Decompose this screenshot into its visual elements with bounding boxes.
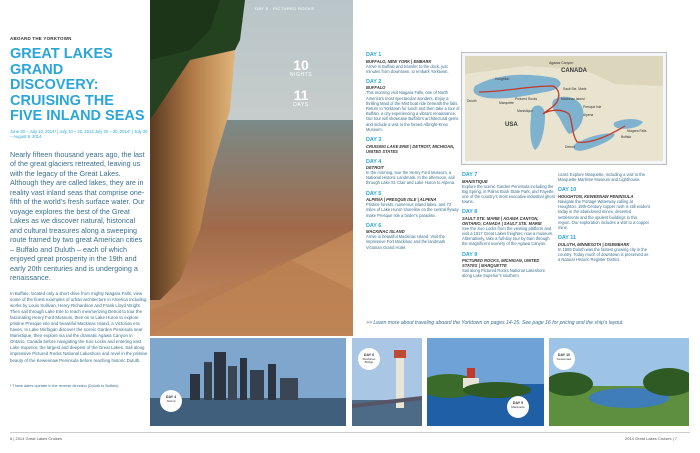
great-lakes-map [465, 56, 663, 161]
hero-caption: DAY 8 · PICTURED ROCKS [255, 6, 315, 11]
photo-badge [507, 396, 529, 418]
photo-place: Keweenaw [556, 356, 572, 361]
day-description: This morning visit Niagara Falls, one of North America’s most spectacular wonders. Enjoy a thrilling Maid of the Mist boat ride beneath the falls. Return to Yorktown for lunch and then take a tour of Buffalo, a city experiencing a vibrant renaissance. Our tour will showcase Buffalo’s architectural gems and include a visit to the famed Albright-Knox Museum. [366, 90, 460, 132]
photo-keweenaw [549, 338, 689, 426]
day-place: BUFFALO, NEW YORK | EMBARK [366, 58, 432, 64]
map-label-city: Niagara Falls [627, 129, 647, 133]
photo-badge [358, 348, 380, 370]
intro-paragraph: Nearly fifteen thousand years ago, the last of the great glaciers retreated, leaving us with the legacy of the Great Lakes. Although they are called lakes, they are in reality vast inland seas that comprise one-fifth of the world’s fresh surface water. Our voyage explores the best of the Great Lakes as we discover natural, historical and cultural treasures along a sweeping route framed by two great American cities – Buffalo and Duluth – each of which enjoyed great prosperity in the 19th and early 20th centuries and is undergoing a renaissance. [10, 149, 145, 282]
day-label: DAY 5 [366, 190, 382, 197]
photo-day: DAY 4 [165, 395, 177, 399]
nights-stat [281, 58, 321, 78]
map-label-city: Mackinac Island [561, 97, 585, 101]
day-description: In 1869 Duluth was the fastest growing city in the country. Today much of downtown is preserved as a Natural Historic Register District. [558, 246, 649, 263]
photo-place: Marquette [511, 404, 525, 409]
day-place: DETROIT [366, 165, 384, 171]
day-place: CRUISING LAKE ERIE | DETROIT, MICHIGAN, UNITED STATES [366, 143, 455, 154]
day-entry [366, 223, 461, 250]
day-place: DULUTH, MINNESOTA | DISEMBARK [558, 241, 630, 247]
map-label-agawa: Agawa Canyon [549, 61, 574, 65]
map-label-city: Houghton [495, 77, 510, 81]
day-description: Pristine forests, numerous inland lakes, and 72 miles of Lake Huron shoreline on the central flyway make Presque Isle a birder’s paradise. [366, 202, 459, 218]
photo-marquette [427, 338, 544, 426]
hero-photo [150, 0, 353, 336]
days-number: 11 [293, 87, 309, 103]
day-label: DAY 3 [366, 137, 382, 144]
day-entry [366, 137, 461, 154]
day-place: PICTURED ROCKS, MICHIGAN, UNITED STATES | MARQUETTE [462, 258, 540, 269]
day-label: DAY 2 [366, 78, 382, 85]
departure-dates: June 30 – July 10, 2014* | July 10 – 20, 2014 July 20 – 30, 2014* | July 30 – August 9, 2014 [10, 128, 148, 139]
day-entry [366, 52, 461, 74]
day-place: MACKINAC ISLAND [366, 229, 405, 235]
photo-day: DAY 9 [512, 401, 524, 405]
route-map [461, 52, 667, 165]
day-label: DAY 11 [558, 235, 576, 242]
photo-day: DAY 10 [557, 353, 571, 357]
map-label-city: Presque Isle [583, 105, 602, 109]
map-label-city: Detroit [565, 145, 575, 149]
day-label: DAY 8 [462, 209, 478, 216]
photo-place: Detroit [166, 398, 176, 403]
pictured-rocks-image [150, 0, 353, 336]
day-label: DAY 1 [366, 52, 382, 58]
itinerary-column-3 [558, 172, 650, 267]
nights-label: NIGHTS [289, 72, 313, 78]
body-paragraph: In Buffalo, located only a short drive from mighty Niagara Falls, view some of the finest examples of urban architecture in America including works by Louis Sullivan, Henry Richardson and Frank Lloyd Wright. Then sail through Lake Erie to reach mesmerizing Detroit to tour the fascinating Henry Ford Museum, then on to Lake Huron to explore pristine Presque Isle and beautiful Mackinac Island, a Victorian era haven. In Lake Michigan discover the scenic Garden Peninsula near Manistique, then explore via rail the dramatic Agawa Canyon in Ontario, Canada before navigating the Soo Locks and entering vast Lake Superior, the largest and deepest of the Great Lakes. Sail along impressive Pictured Rocks National Lakeshore and revel in the pristine beauty of the Keweenaw Peninsula before reaching historic Duluth. [10, 290, 148, 363]
day-label: DAY 9 [462, 251, 478, 258]
day-description: Arrive in beautiful Mackinac Island. Visit the impressive Fort Mackinac and the landmark Victorian Grand Hotel. [366, 234, 446, 250]
day-description-continued: coast. Explore Marquette, including a visit to the Marquette Maritime Museum and Lighthouse. [558, 172, 645, 183]
detroit-skyline-image [150, 338, 346, 426]
photo-badge [160, 390, 182, 412]
photo-place: Mackinac Bridge [362, 356, 376, 365]
intro-column [10, 36, 148, 364]
day-place: BUFFALO [366, 85, 386, 91]
footnote: * These dates operate in the reverse direction (Duluth to Buffalo) [10, 384, 119, 388]
day-entry [366, 79, 461, 132]
page-title: GREAT LAKES GRAND DISCOVERY: CRUISING THE FIVE INLAND SEAS [10, 46, 145, 124]
map-label-city: Sault Ste. Marie [563, 87, 587, 91]
footer-right: 2014 Great Lakes Cruises | 7 [625, 436, 677, 441]
day-label: DAY 10 [558, 187, 577, 194]
day-place: HOUGHTON, KEWEENAW PENINSULA [558, 193, 634, 199]
photo-detroit [150, 338, 346, 426]
map-label-usa: USA [505, 122, 518, 128]
map-label-city: Buffalo [621, 135, 632, 139]
day-description: Arrive in Buffalo and transfer to the dock, just minutes from downtown, to embark Yorktown. [366, 63, 449, 74]
photo-day: DAY 6 [363, 353, 375, 357]
itinerary-column-1 [366, 52, 461, 255]
day-entry [366, 159, 461, 186]
learn-more-link[interactable]: >> Learn more about traveling aboard the Yorktown on pages 14-15. See page 16 for pricing and the ship’s layout. [366, 320, 624, 326]
day-description: See the Soo Locks from the viewing platform and visit a 1917 Great Lakes freighter, now a museum. Alternatively, take a full-day tour by train through the magnificent scenery of the Agawa Canyon. [462, 225, 554, 247]
eyebrow: ABOARD THE YORKTOWN [10, 36, 72, 41]
itinerary-column-2 [462, 172, 555, 284]
day-description: Navigate the Portage Waterway calling at Houghton. 19th-Century copper rush is still evident today in the abandoned mines, deserted settlements and the opulent buildings in this region. Our exploration includes a visit to a copper mine. [558, 198, 650, 230]
days-stat [281, 88, 321, 108]
map-label-city: Manistique [517, 109, 533, 113]
day-entry [558, 187, 650, 230]
day-entry [462, 172, 555, 204]
nights-number: 10 [293, 57, 309, 73]
day-entry [462, 252, 555, 279]
map-label-city: Duluth [467, 99, 477, 103]
day-entry [462, 209, 555, 246]
map-label-city: Marquette [499, 101, 514, 105]
day-place: MANISTIQUE [462, 178, 488, 184]
day-entry [366, 191, 461, 218]
day-description: In the morning, tour the Henry Ford Museum, a National Historic Landmark. In the afternoon, sail through Lake St. Clair and Lake Huron to Alpena. [366, 170, 456, 186]
days-label: DAYS [293, 102, 309, 108]
day-place: ALPENA | PRESQUE ISLE | ALPENA [366, 197, 437, 203]
day-place: SAULT STE. MARIE | AGAWA CANYON, ONTARIO, CANADA | SAULT STE. MARIE [462, 215, 542, 226]
day-label: DAY 4 [366, 158, 382, 165]
map-label-canada: CANADA [561, 68, 587, 74]
day-description: Explore the scenic Garden Peninsula including the Big Spring, in Palms Book State Park, and Fayette, one of the country’s most evocative industrial ghost towns. [462, 183, 555, 205]
photo-mackinac [352, 338, 422, 426]
day-label: DAY 7 [462, 172, 478, 178]
day-label: DAY 6 [366, 222, 382, 229]
footer-rule [10, 432, 690, 433]
day-description: Sail along Pictured Rocks National Lakeshore along Lake Superior’s southern [462, 268, 546, 279]
day-entry [558, 235, 650, 262]
photo-badge [553, 348, 575, 370]
map-label-city: Pictured Rocks [515, 97, 538, 101]
map-label-city: Alpena [583, 113, 594, 117]
footer-left: 6 | 2014 Great Lakes Cruises [10, 436, 62, 441]
